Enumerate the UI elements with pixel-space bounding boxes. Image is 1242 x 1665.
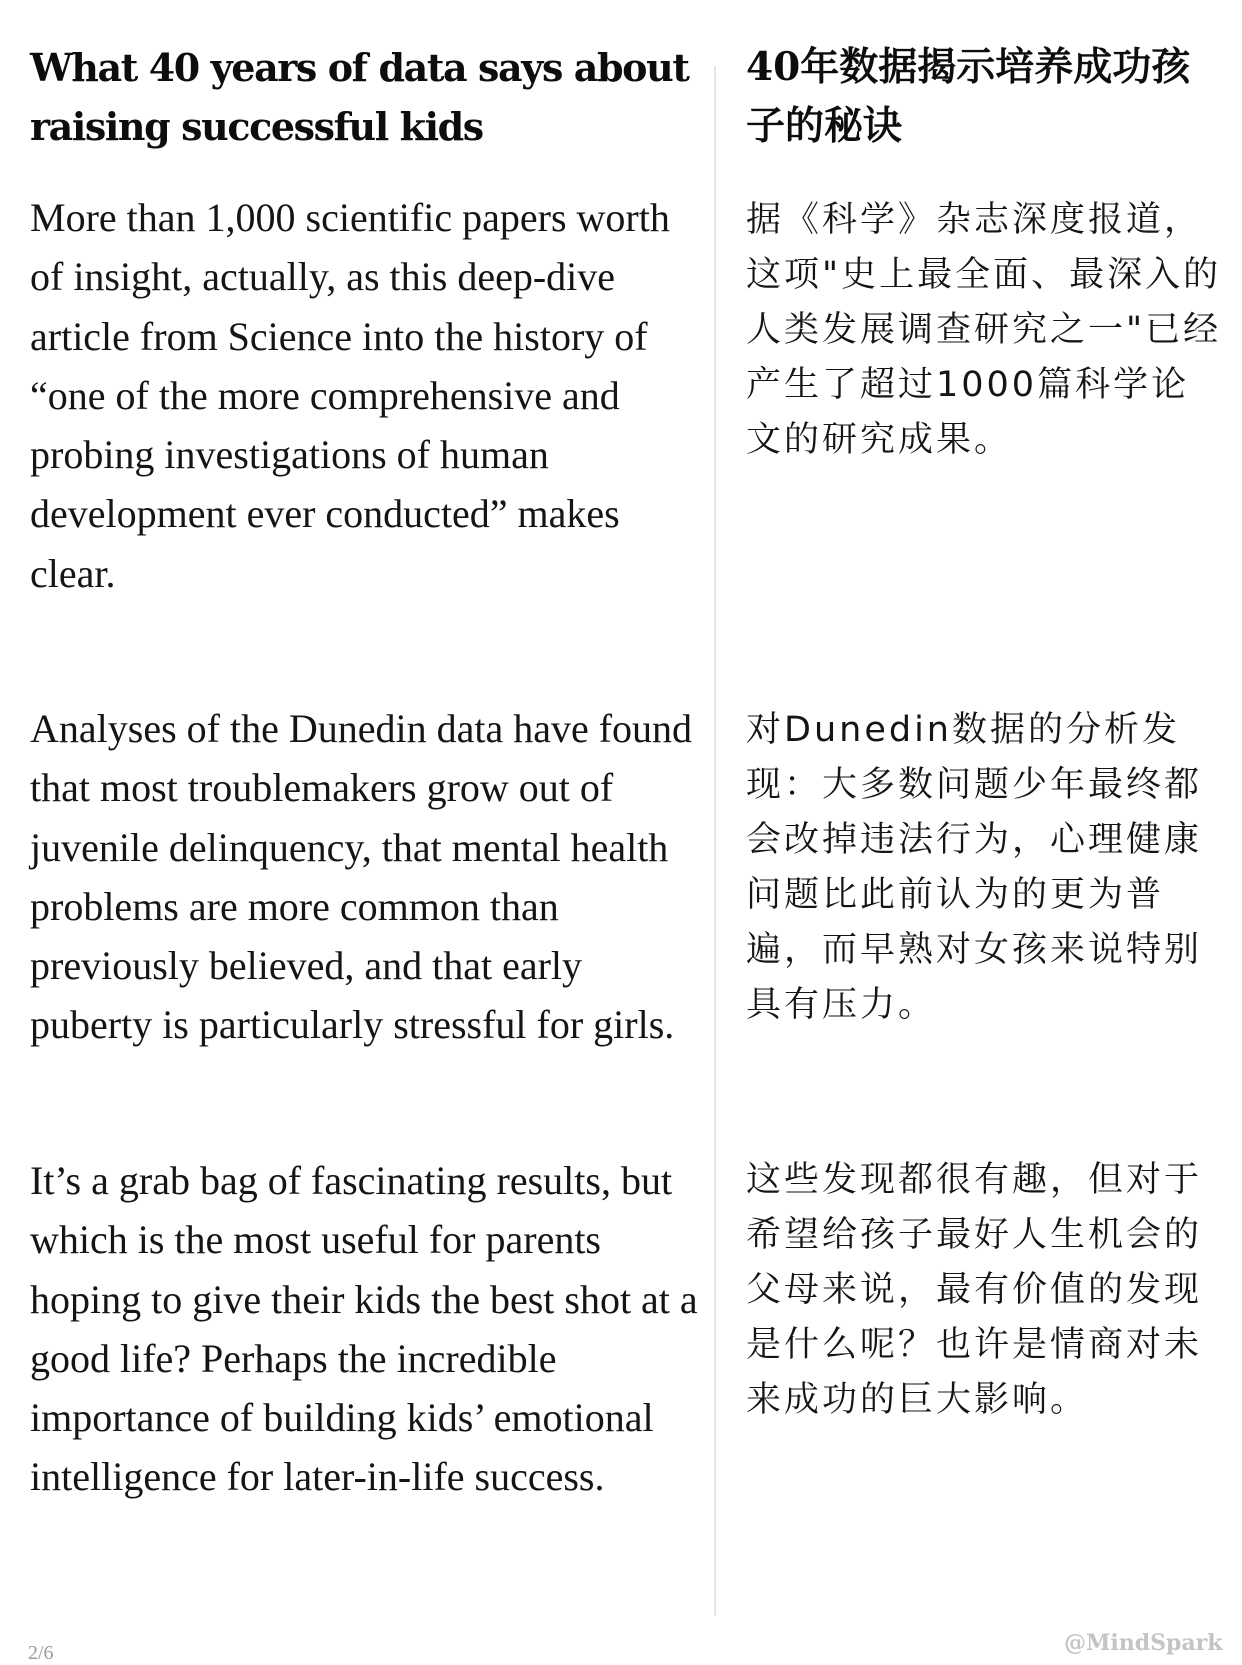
page-indicator: 2/6	[28, 1642, 54, 1664]
english-paragraph-2: Analyses of the Dunedin data have found that most troublemakers grow out of juvenile delinquency, that mental health problems are more common than previously believed, and that early puberty is particularly stressful for girls.	[30, 706, 693, 1048]
column-divider	[714, 66, 716, 1616]
watermark: @MindSpark	[1064, 1630, 1223, 1656]
chinese-paragraph-2: 对Dunedin数据的分析发现：大多数问题少年最终都会改掉违法行为，心理健康问题比此前认为的更为普遍，而早熟对女孩来说特别具有压力。	[746, 710, 1203, 1025]
chinese-paragraph-1: 据《科学》杂志深度报道，这项"史上最全面、最深入的人类发展调查研究之一"已经产生了超过1000篇科学论文的研究成果。	[746, 200, 1222, 460]
english-paragraph-1: More than 1,000 scientific papers worth of insight, actually, as this deep-dive article from Science into the history of “one of the more comprehensive and probing investigations of human development ever conducted” makes clear.	[30, 195, 670, 596]
chinese-title: 40年数据揭示培养成功孩子的秘诀	[746, 44, 1191, 149]
english-paragraph-3: It’s a grab bag of fascinating results, but which is the most useful for parents hoping to give their kids the best shot at a good life? Perhaps the incredible importance of building kids’ emotional intelligence for later-in-life success.	[30, 1158, 698, 1500]
english-title: What 40 years of data says about raising successful kids	[30, 45, 689, 149]
chinese-paragraph-3: 这些发现都很有趣，但对于希望给孩子最好人生机会的父母来说，最有价值的发现是什么呢？也许是情商对未来成功的巨大影响。	[746, 1160, 1203, 1420]
